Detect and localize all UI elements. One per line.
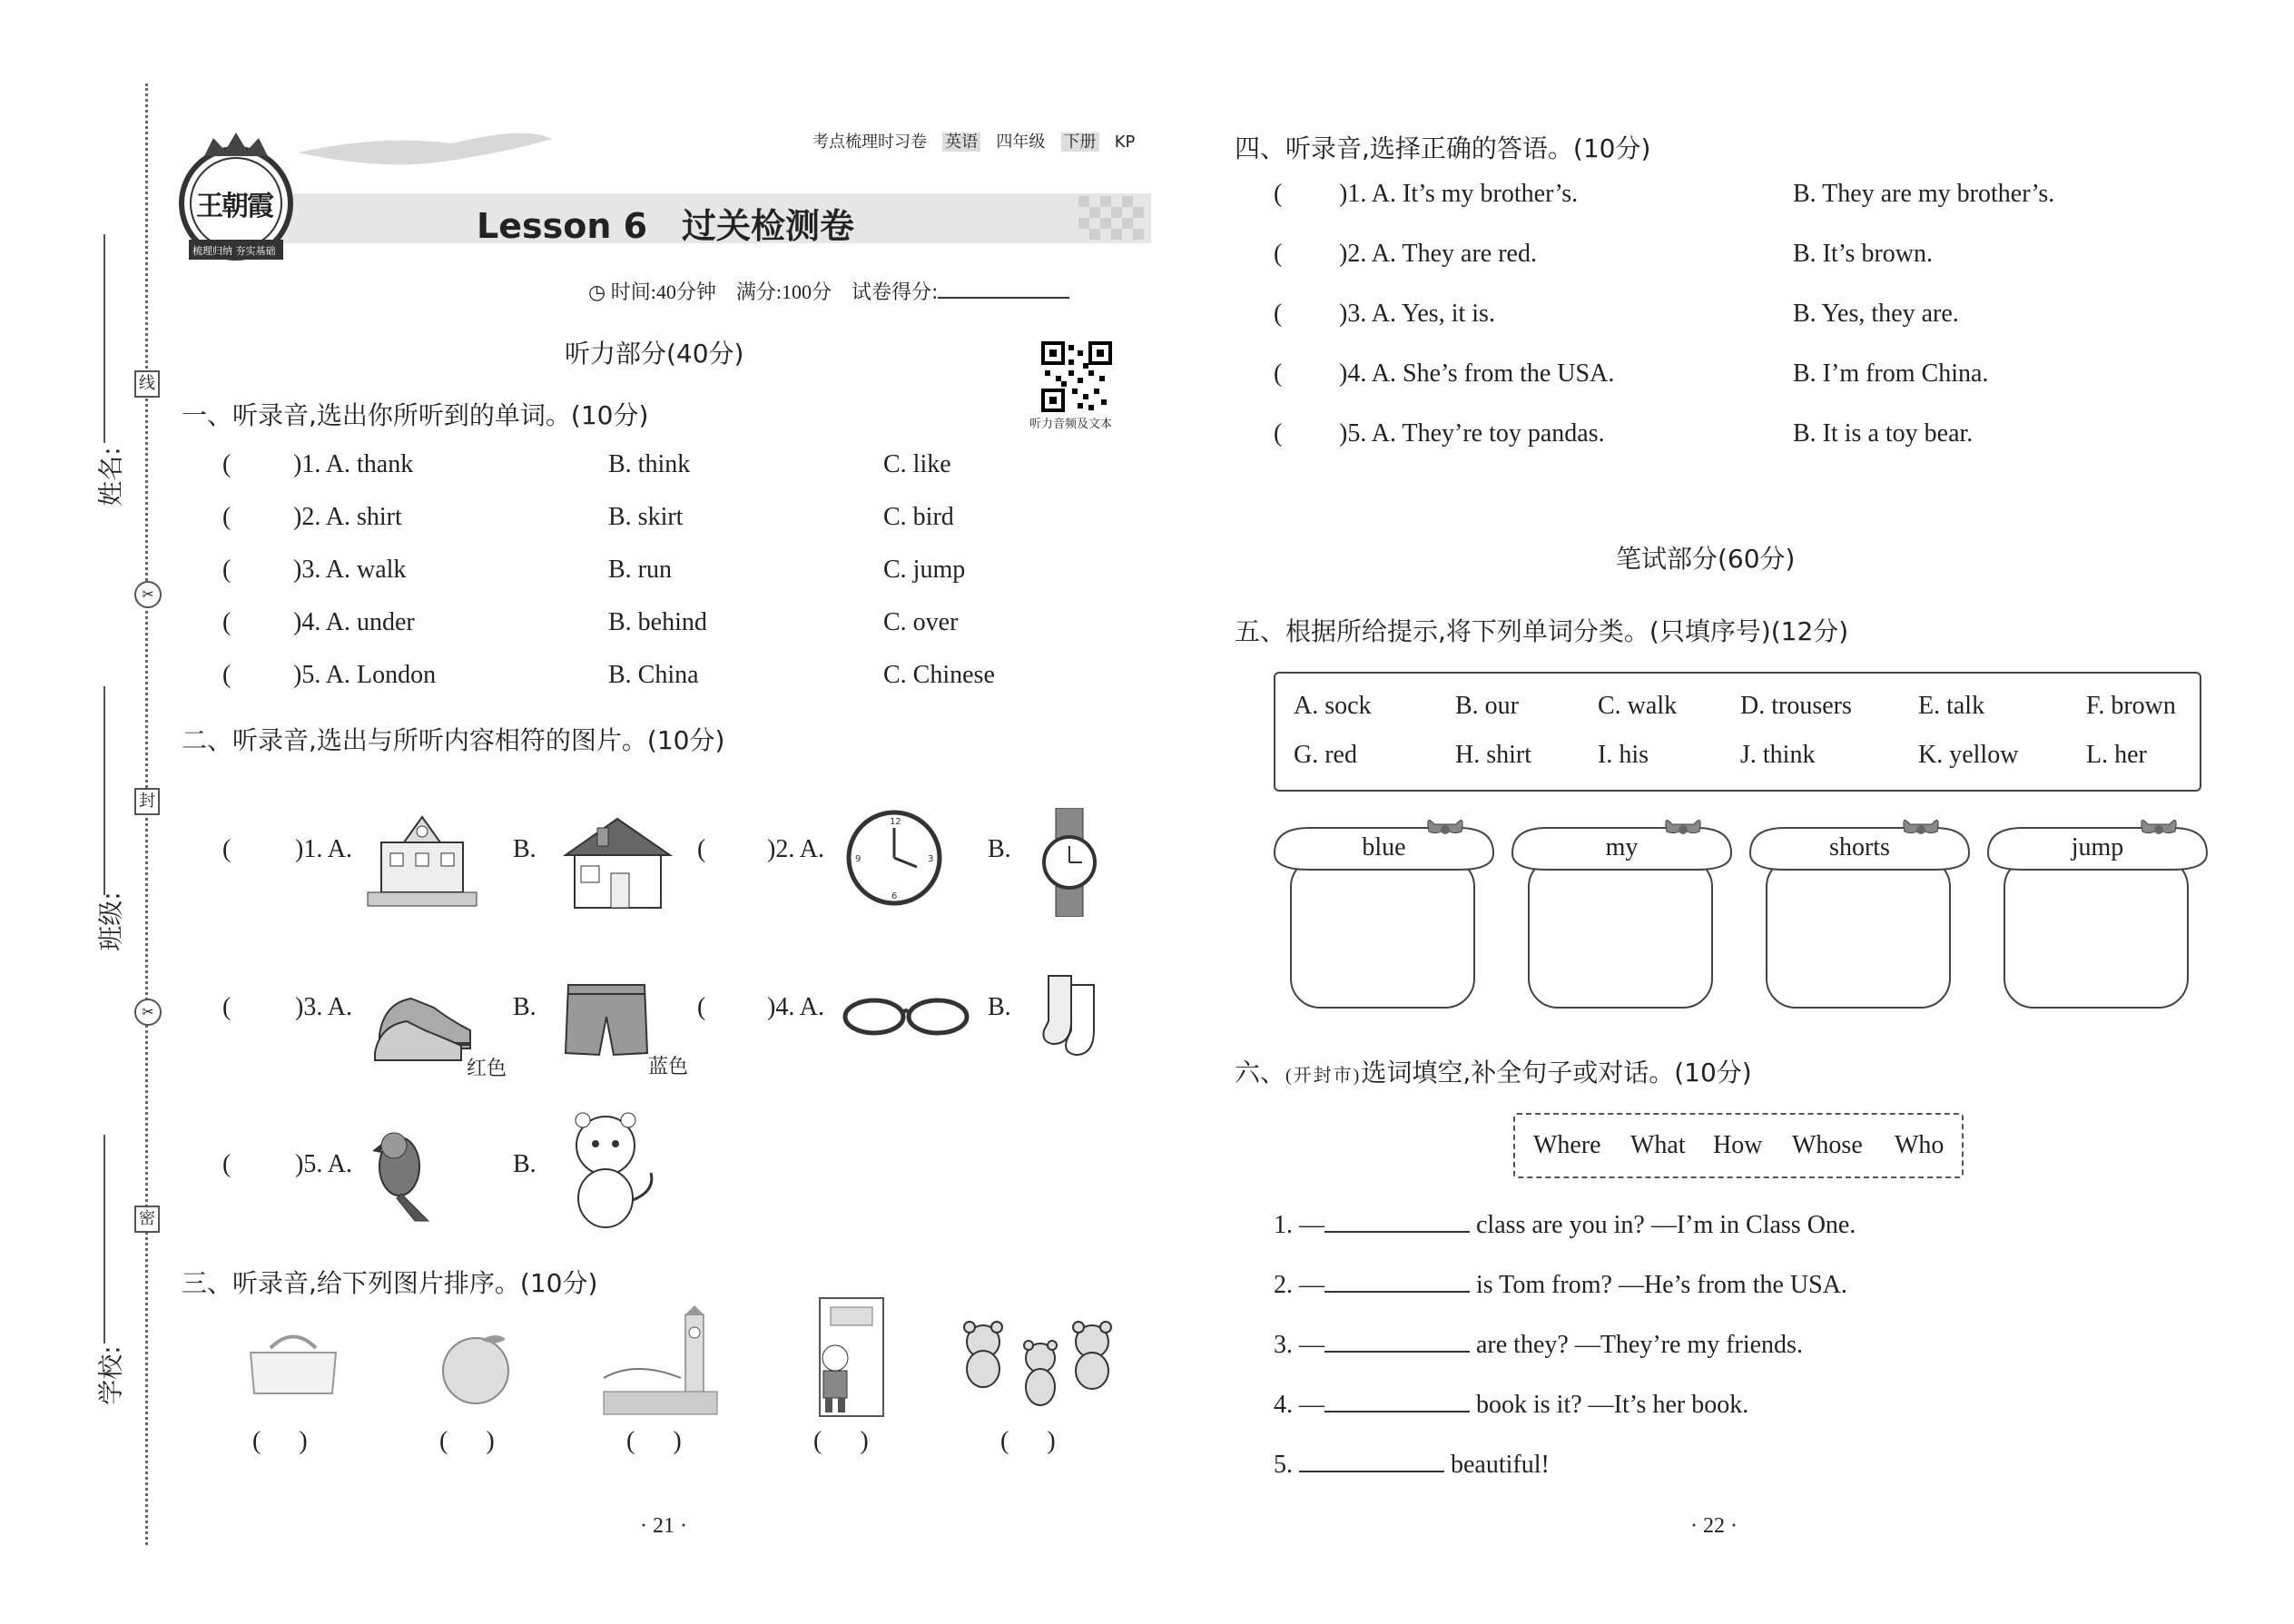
page-number-right: · 22 · (1690, 1514, 1738, 1538)
name-write-line (103, 234, 105, 443)
line-text: beautiful! (1451, 1451, 1550, 1479)
sneakers-picture (370, 980, 479, 1062)
option-a: )4. A. under (293, 608, 415, 636)
s2-q2-label: )2. A. (767, 835, 824, 863)
word-option: What (1630, 1131, 1686, 1159)
jar-label: jump (2071, 833, 2124, 861)
option-c: C. like (883, 450, 951, 478)
clock-icon: ◷ (588, 281, 606, 303)
term-label: 下册 (1061, 133, 1099, 152)
svg-text:12: 12 (890, 817, 901, 827)
answer-bracket[interactable]: ( (222, 1150, 231, 1178)
s4-question (1274, 240, 2181, 300)
answer-bracket[interactable]: ( (222, 503, 231, 531)
color-red-note: 红色 (467, 1057, 507, 1079)
answer-bracket[interactable]: ( (222, 608, 231, 636)
category-jar-jump[interactable] (1986, 817, 2209, 1012)
option-a: )2. A. shirt (293, 503, 402, 531)
house-picture (561, 810, 674, 914)
option-b: B. China (608, 661, 699, 689)
answer-bracket[interactable]: ( (1274, 419, 1283, 448)
s2-q3-label: )3. A. (295, 993, 352, 1021)
answer-bracket[interactable]: ( (222, 835, 231, 863)
word-option: Who (1895, 1131, 1944, 1159)
writing-heading: 笔试部分(60分) (1616, 544, 1796, 574)
s2-q2-b-label: B. (988, 835, 1011, 863)
line-number: 1. — (1274, 1211, 1324, 1239)
s2-q3-b-label: B. (513, 993, 537, 1021)
s2-q1-b-label: B. (513, 835, 537, 863)
section-6-number: 六、 (1235, 1058, 1286, 1088)
section-2-title: 二、听录音,选出与所听内容相符的图片。(10分) (182, 725, 725, 755)
answer-blank[interactable] (1324, 1267, 1470, 1293)
order-bracket[interactable]: ( ) (252, 1427, 308, 1455)
word-option: How (1713, 1131, 1763, 1159)
word-option: I. his (1598, 741, 1649, 769)
jar-label: shorts (1829, 833, 1890, 861)
school-label: 学校: (95, 1345, 126, 1405)
option-c: C. jump (883, 556, 966, 584)
line-text: book is it? —It’s her book. (1476, 1391, 1749, 1419)
boy-at-door-picture (803, 1296, 894, 1419)
option-a: )5. A. They’re toy pandas. (1339, 419, 1605, 448)
word-option: H. shirt (1455, 741, 1531, 769)
answer-blank[interactable] (1299, 1447, 1444, 1472)
binding-hole-icon: ✂ (134, 581, 162, 608)
seal-mark-line: 线 (134, 370, 160, 398)
qr-caption: 听力音频及文本 (1029, 417, 1113, 430)
exam-info (588, 277, 1069, 305)
category-jar-my[interactable] (1511, 817, 1733, 1012)
option-b: B. It’s brown. (1793, 240, 1933, 268)
binding-hole-icon: ✂ (134, 999, 162, 1026)
series-label: 考点梳理时习卷 (812, 133, 927, 152)
listening-heading: 听力部分(40分) (565, 339, 744, 369)
brand-logo (172, 129, 300, 256)
seal-mark-secret: 密 (134, 1206, 160, 1233)
option-box (1513, 1113, 1964, 1178)
option-a: )3. A. walk (293, 556, 407, 584)
s2-q1-label: )1. A. (295, 835, 352, 863)
section-5-title: 五、根据所给提示,将下列单词分类。(只填序号)(12分) (1235, 616, 1849, 646)
word-option: Where (1533, 1131, 1601, 1159)
qr-code-icon[interactable] (1041, 341, 1112, 412)
category-jar-blue[interactable] (1273, 817, 1495, 1012)
s2-q5-b-label: B. (513, 1150, 537, 1178)
seal-mark-seal: 封 (134, 788, 160, 815)
score-label: 试卷得分: (851, 281, 939, 304)
word-option: K. yellow (1918, 741, 2019, 769)
page-title: Lesson 6 过关检测卷 (477, 206, 855, 246)
answer-bracket[interactable]: ( (697, 993, 706, 1021)
s1-question (222, 608, 1039, 661)
london-scene-picture (599, 1305, 722, 1419)
school-write-line (103, 1135, 105, 1343)
socks-picture (1039, 971, 1108, 1062)
s1-question (222, 450, 1039, 503)
line-number: 4. — (1274, 1391, 1324, 1419)
order-bracket[interactable]: ( ) (1000, 1427, 1056, 1455)
option-c: C. over (883, 608, 959, 636)
line-text: are they? —They’re my friends. (1476, 1331, 1803, 1359)
option-b: B. Yes, they are. (1793, 300, 1959, 328)
line-number: 2. — (1274, 1271, 1324, 1299)
fill-line (1274, 1207, 1856, 1240)
teddy-bears-picture (951, 1314, 1124, 1414)
word-option: F. brown (2086, 692, 2176, 720)
orange-picture (438, 1330, 519, 1407)
s2-q4-b-label: B. (988, 993, 1011, 1021)
name-label: 姓名: (95, 447, 126, 507)
s1-question (222, 503, 1039, 556)
answer-bracket[interactable]: ( (222, 556, 231, 584)
score-field[interactable] (938, 279, 1069, 299)
svg-text:9: 9 (855, 854, 861, 864)
option-a: )3. A. Yes, it is. (1339, 300, 1495, 328)
word-option: C. walk (1598, 692, 1678, 720)
word-row (1275, 692, 2200, 741)
section-4-title: 四、听录音,选择正确的答语。(10分) (1235, 133, 1651, 163)
time-label: 时间:40分钟 (610, 281, 716, 303)
subject-label: 英语 (942, 133, 980, 152)
answer-bracket[interactable]: ( (222, 450, 231, 478)
section-3-title: 三、听录音,给下列图片排序。(10分) (182, 1268, 598, 1298)
grade-label: 四年级 (996, 133, 1046, 152)
class-label: 班级: (95, 891, 126, 951)
parrot-picture (365, 1126, 438, 1225)
answer-bracket[interactable]: ( (1274, 240, 1283, 268)
s2-q5-label: )5. A. (295, 1150, 352, 1178)
fill-line (1274, 1327, 1803, 1360)
s4-question (1274, 180, 2181, 240)
answer-blank[interactable] (1324, 1387, 1470, 1412)
answer-bracket[interactable]: ( (1274, 300, 1283, 328)
option-c: C. bird (883, 503, 954, 531)
jar-label: blue (1362, 833, 1406, 861)
section-6-instruction: 选词填空,补全句子或对话。(10分) (1361, 1058, 1752, 1088)
option-b: B. skirt (608, 503, 684, 531)
bag-picture (243, 1325, 343, 1398)
word-option: L. her (2086, 741, 2147, 769)
word-option: E. talk (1918, 692, 1985, 720)
option-a: )1. A. It’s my brother’s. (1339, 180, 1579, 208)
tiger-toy-picture (556, 1109, 665, 1232)
option-b: B. I’m from China. (1793, 359, 1989, 388)
s1-question (222, 556, 1039, 608)
option-a: )4. A. She’s from the USA. (1339, 359, 1615, 388)
option-b: B. It is a toy bear. (1793, 419, 1974, 448)
s4-question-list (1274, 180, 2181, 479)
jar-label: my (1605, 833, 1639, 861)
line-number: 3. — (1274, 1331, 1324, 1359)
option-a: )2. A. They are red. (1339, 240, 1537, 268)
svg-text:3: 3 (928, 854, 934, 864)
fill-line (1274, 1447, 1550, 1480)
section-6-title (1235, 1053, 1752, 1089)
line-text: class are you in? —I’m in Class One. (1476, 1211, 1856, 1239)
option-b: B. They are my brother’s. (1793, 180, 2055, 208)
answer-bracket[interactable]: ( (222, 661, 231, 689)
answer-bracket[interactable]: ( (1274, 180, 1283, 208)
word-bank-box (1274, 672, 2201, 792)
s4-question (1274, 300, 2181, 359)
s4-question (1274, 359, 2181, 419)
category-jar-shorts[interactable] (1748, 817, 1971, 1012)
word-row (1275, 741, 2200, 786)
option-c: C. Chinese (883, 661, 995, 689)
order-bracket[interactable]: ( ) (626, 1427, 682, 1455)
section-6-city: (开封市) (1285, 1066, 1362, 1086)
edition-label: KP (1114, 133, 1136, 152)
order-bracket[interactable]: ( ) (813, 1427, 869, 1455)
answer-blank[interactable] (1324, 1327, 1470, 1353)
shorts-picture (561, 980, 652, 1062)
answer-bracket[interactable]: ( (1274, 359, 1283, 388)
word-option: A. sock (1294, 692, 1372, 720)
glasses-picture (840, 991, 971, 1037)
color-blue-note: 蓝色 (648, 1055, 689, 1078)
line-text: is Tom from? —He’s from the USA. (1476, 1271, 1847, 1299)
option-a: )5. A. London (293, 661, 437, 689)
line-number: 5. (1274, 1451, 1293, 1479)
s1-question-list (222, 450, 1039, 714)
answer-bracket[interactable]: ( (697, 835, 706, 863)
school-building-picture (363, 806, 481, 915)
fill-line (1274, 1387, 1748, 1420)
wristwatch-picture (1033, 808, 1106, 917)
s2-q4-label: )4. A. (767, 993, 824, 1021)
header-meta (812, 129, 1135, 153)
logo-text: 王朝霞 (196, 191, 272, 222)
svg-text:6: 6 (891, 891, 898, 901)
word-option: J. think (1740, 741, 1816, 769)
answer-bracket[interactable]: ( (222, 993, 231, 1021)
option-b: B. run (608, 556, 672, 584)
word-option: D. trousers (1740, 692, 1852, 720)
s1-question (222, 661, 1039, 714)
s4-question (1274, 419, 2181, 479)
section-1-title: 一、听录音,选出你所听到的单词。(10分) (182, 400, 649, 430)
class-write-line (103, 686, 105, 895)
page-number-left: · 21 · (640, 1514, 687, 1538)
logo-tagline: 梳理归纳 夯实基础 (192, 245, 276, 257)
word-option: G. red (1294, 741, 1357, 769)
answer-blank[interactable] (1324, 1207, 1470, 1233)
fill-line (1274, 1267, 1847, 1300)
order-bracket[interactable]: ( ) (439, 1427, 495, 1455)
wall-clock-picture (844, 808, 944, 908)
option-b: B. behind (608, 608, 707, 636)
option-a: )1. A. thank (293, 450, 414, 478)
full-score-label: 满分:100分 (735, 281, 832, 303)
word-option: B. our (1455, 692, 1519, 720)
option-b: B. think (608, 450, 691, 478)
word-option: Whose (1792, 1131, 1863, 1159)
